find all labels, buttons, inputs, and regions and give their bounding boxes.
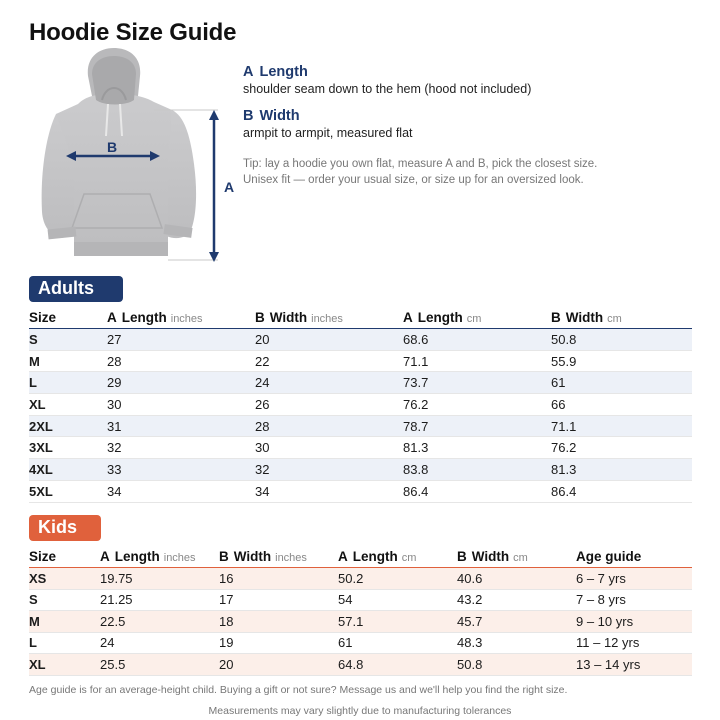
legend-width-label: Width <box>259 108 300 124</box>
table-row <box>29 590 692 612</box>
header-width-inches: B Width inches <box>255 310 343 325</box>
table-row <box>29 394 692 416</box>
header-length-cm: A Length cm <box>403 310 482 325</box>
size-cell: 2XL <box>29 418 53 434</box>
width-in-cell: 28 <box>255 418 270 434</box>
header-length-cm: A Length cm <box>338 549 417 564</box>
header-length-inches: A Length inches <box>107 310 203 325</box>
length-in-cell: 24 <box>100 635 115 651</box>
length-in-cell: 29 <box>107 375 122 391</box>
width-cm-cell: 50.8 <box>551 331 577 347</box>
header-age-guide: Age guide <box>576 549 642 564</box>
length-cm-cell: 68.6 <box>403 331 429 347</box>
width-in-cell: 18 <box>219 613 234 629</box>
size-cell: XS <box>29 570 47 586</box>
width-cm-cell: 86.4 <box>551 483 577 499</box>
age-cell: 6 – 7 yrs <box>576 570 626 586</box>
width-in-cell: 17 <box>219 592 234 608</box>
adults-size-table <box>29 309 692 503</box>
header-size: Size <box>29 549 57 564</box>
length-in-cell: 28 <box>107 353 122 369</box>
width-cm-cell: 76.2 <box>551 440 577 456</box>
size-cell: 4XL <box>29 461 53 477</box>
adults-header-row <box>29 309 692 329</box>
table-row <box>29 416 692 438</box>
table-row <box>29 611 692 633</box>
header-width-cm: B Width cm <box>551 310 622 325</box>
length-in-cell: 34 <box>107 483 122 499</box>
width-cm-cell: 45.7 <box>457 613 483 629</box>
size-cell: L <box>29 635 37 651</box>
tip-text <box>243 156 703 188</box>
width-in-cell: 19 <box>219 635 234 651</box>
hoodie-illustration <box>22 44 242 270</box>
size-cell: XL <box>29 396 46 412</box>
length-in-cell: 21.25 <box>100 592 133 608</box>
legend-length <box>243 64 703 96</box>
tip-line-1: Tip: lay a hoodie you own flat, measure A and B, pick the closest size. <box>243 158 598 170</box>
label-a: A <box>223 179 235 195</box>
length-cm-cell: 86.4 <box>403 483 429 499</box>
size-cell: S <box>29 592 38 608</box>
size-cell: M <box>29 613 40 629</box>
legend-length-label: Length <box>259 64 308 80</box>
width-in-cell: 24 <box>255 375 270 391</box>
header-width-inches: B Width inches <box>219 549 307 564</box>
page-title: Hoodie Size Guide <box>29 19 237 46</box>
age-guide-note: Age guide is for an average-height child. Buying a gift or not sure? Message us and we'll help you find the right size. <box>29 684 568 696</box>
kids-section-label: Kids <box>29 515 101 541</box>
footer-disclaimer: Measurements may vary slightly due to manufacturing tolerances <box>208 705 512 717</box>
header-width-cm: B Width cm <box>457 549 528 564</box>
width-in-cell: 22 <box>255 353 270 369</box>
width-in-cell: 34 <box>255 483 270 499</box>
length-cm-cell: 71.1 <box>403 353 429 369</box>
size-cell: XL <box>29 656 46 672</box>
hoodie-diagram <box>22 44 242 270</box>
table-row <box>29 372 692 394</box>
width-in-cell: 26 <box>255 396 270 412</box>
length-cm-cell: 83.8 <box>403 461 429 477</box>
length-cm-cell: 50.2 <box>338 570 364 586</box>
length-cm-cell: 78.7 <box>403 418 429 434</box>
length-in-cell: 32 <box>107 440 122 456</box>
size-cell: L <box>29 375 37 391</box>
table-row <box>29 351 692 373</box>
length-cm-cell: 54 <box>338 592 353 608</box>
header-size: Size <box>29 310 57 325</box>
length-cm-cell: 73.7 <box>403 375 429 391</box>
table-row <box>29 437 692 459</box>
length-in-cell: 22.5 <box>100 613 126 629</box>
kids-header-row <box>29 548 692 568</box>
width-cm-cell: 48.3 <box>457 635 483 651</box>
size-cell: 5XL <box>29 483 53 499</box>
length-cm-cell: 61 <box>338 635 353 651</box>
width-cm-cell: 55.9 <box>551 353 577 369</box>
tip-line-2: Unisex fit — order your usual size, or size up for an oversized look. <box>243 174 584 186</box>
age-cell: 7 – 8 yrs <box>576 592 626 608</box>
age-cell: 11 – 12 yrs <box>576 635 640 651</box>
length-in-cell: 19.75 <box>100 570 133 586</box>
kids-size-table <box>29 548 692 676</box>
legend-width-desc: armpit to armpit, measured flat <box>243 126 413 140</box>
table-row <box>29 481 692 503</box>
length-in-cell: 27 <box>107 331 122 347</box>
header-length-inches: A Length inches <box>100 549 196 564</box>
length-cm-cell: 57.1 <box>338 613 364 629</box>
width-in-cell: 30 <box>255 440 270 456</box>
table-row <box>29 633 692 655</box>
width-cm-cell: 81.3 <box>551 461 577 477</box>
legend-length-letter: A <box>243 64 254 80</box>
width-in-cell: 20 <box>219 656 234 672</box>
age-cell: 9 – 10 yrs <box>576 613 634 629</box>
length-cm-cell: 76.2 <box>403 396 429 412</box>
legend-width-letter: B <box>243 108 254 124</box>
size-cell: M <box>29 353 40 369</box>
width-cm-cell: 40.6 <box>457 570 483 586</box>
table-row <box>29 568 692 590</box>
table-row <box>29 654 692 676</box>
length-in-cell: 33 <box>107 461 122 477</box>
label-b: B <box>106 139 118 155</box>
measurement-legend <box>243 64 703 188</box>
length-cm-cell: 81.3 <box>403 440 429 456</box>
width-cm-cell: 61 <box>551 375 566 391</box>
table-row <box>29 459 692 481</box>
width-cm-cell: 43.2 <box>457 592 483 608</box>
size-cell: S <box>29 331 38 347</box>
age-cell: 13 – 14 yrs <box>576 656 641 672</box>
width-in-cell: 20 <box>255 331 270 347</box>
legend-length-desc: shoulder seam down to the hem (hood not included) <box>243 82 532 96</box>
length-cm-cell: 64.8 <box>338 656 364 672</box>
width-in-cell: 32 <box>255 461 270 477</box>
width-in-cell: 16 <box>219 570 234 586</box>
size-cell: 3XL <box>29 440 53 456</box>
width-cm-cell: 71.1 <box>551 418 577 434</box>
width-cm-cell: 50.8 <box>457 656 483 672</box>
adults-section-label: Adults <box>29 276 123 302</box>
legend-width <box>243 108 703 140</box>
length-in-cell: 30 <box>107 396 122 412</box>
table-row <box>29 329 692 351</box>
length-in-cell: 31 <box>107 418 122 434</box>
width-cm-cell: 66 <box>551 396 566 412</box>
length-in-cell: 25.5 <box>100 656 126 672</box>
